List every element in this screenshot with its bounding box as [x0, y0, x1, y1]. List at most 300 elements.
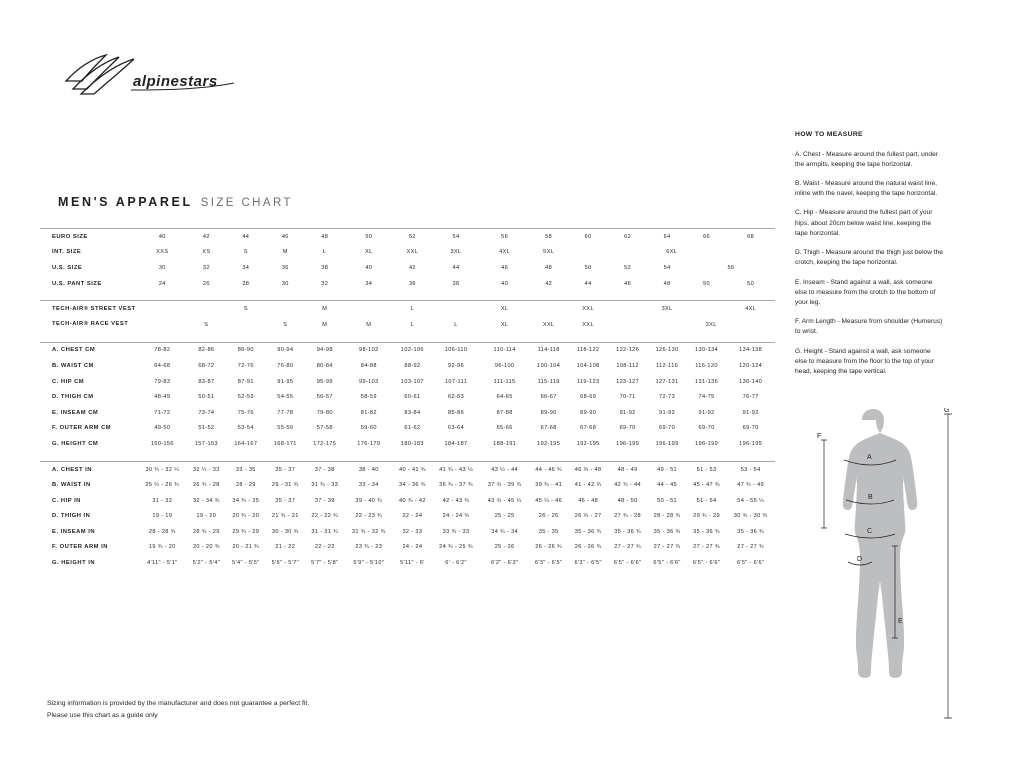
table-cell: XXL — [542, 321, 555, 328]
table-cell: 4XL — [499, 249, 511, 256]
table-cell: 31 - 31 ¾ — [311, 528, 339, 535]
table-cell: 31 ¾ - 33 — [311, 482, 339, 489]
table-cell: 72-73 — [659, 394, 676, 401]
table-cell: 157-163 — [194, 440, 218, 447]
table-cell: 52-53 — [237, 394, 254, 401]
how-to-measure-list — [795, 150, 943, 378]
table-cell: 32 ¼ - 33 — [187, 461, 226, 477]
table-cell: 22 - 22 ¾ — [311, 513, 339, 520]
table-cell: 28 - 29 — [235, 482, 256, 489]
row-label: E. INSEAM IN — [52, 528, 96, 535]
table-cell: 91-95 — [277, 378, 294, 385]
table-cell: 115-119 — [537, 378, 560, 385]
table-cell: 32 — [321, 280, 329, 287]
table-cell: XL — [480, 301, 529, 317]
table-cell: 35 - 37 — [275, 497, 296, 504]
figure-label-c: C — [867, 528, 873, 535]
how-to-measure-item: A. Chest - Measure around the fullest part, under the armpits, keeping the tape horizontal. — [795, 150, 938, 168]
svg-text:alpinestars: alpinestars — [133, 73, 218, 90]
table-cell: 48 — [545, 264, 553, 271]
table-cell: XXL — [568, 301, 607, 317]
table-cell: 47 ¾ - 49 — [737, 482, 765, 489]
table-cell: 6'3" - 6'5" — [574, 560, 602, 567]
table-cell: 85-86 — [447, 409, 465, 416]
table-cell: 40 - 41 ¾ — [393, 461, 432, 477]
table-cell: 54-55 — [277, 394, 294, 401]
table-cell: 44 - 46 ¾ — [529, 461, 568, 477]
table-cell: 27 - 27 ¾ — [693, 544, 720, 551]
table-cell: L — [454, 321, 458, 328]
table-cell: 196-199 — [739, 440, 763, 447]
how-to-measure-item: G. Height - Stand against a wall, ask someone else to measure from the floor to the top of your head, keeping the tape vertical. — [795, 347, 934, 376]
table-row — [40, 229, 775, 245]
table-cell: 69-70 — [659, 425, 676, 432]
table-cell: 127-131 — [655, 378, 679, 385]
figure-label-e: E — [898, 618, 903, 625]
table-cell: 120-124 — [739, 362, 763, 369]
table-cell — [138, 317, 187, 333]
table-cell: 41 ¾ - 43 ¼ — [432, 461, 481, 477]
table-row — [40, 317, 775, 333]
table-cell: 37 - 39 — [314, 497, 335, 504]
figure-label-f: F — [817, 433, 822, 440]
how-to-measure-item: B. Waist - Measure around the natural waist line, inline with the navel, keeping the tape horizontal. — [795, 179, 938, 198]
table-cell: 91-92 — [619, 409, 636, 416]
table-cell: 49 - 51 — [647, 461, 686, 477]
table-cell: 38 — [452, 280, 460, 287]
table-cell: XL — [500, 321, 509, 328]
table-cell: 19 - 19 — [152, 513, 173, 520]
table-cell: 25 - 26 — [494, 544, 515, 551]
table-cell — [687, 301, 726, 317]
table-cell: 67-68 — [580, 425, 597, 432]
table-cell: 114-118 — [529, 342, 568, 358]
table-cell: 64-65 — [496, 394, 513, 401]
table-cell: 44 — [452, 264, 460, 271]
table-cell: 180-183 — [400, 440, 424, 447]
table-cell: 72-76 — [237, 362, 254, 369]
how-to-measure-section — [795, 130, 943, 386]
measurement-figure — [800, 408, 960, 728]
table-cell: 23 ¾ - 23 — [355, 544, 383, 551]
table-cell: 48 - 49 — [608, 461, 647, 477]
table-cell: 91-92 — [659, 409, 676, 416]
table-cell: 50 — [703, 280, 711, 287]
table-cell — [608, 317, 647, 333]
table-row — [40, 245, 775, 261]
table-cell: 76-77 — [742, 394, 759, 401]
table-cell: 55-56 — [277, 425, 294, 432]
table-cell: 44 - 45 — [657, 482, 678, 489]
table-cell: XL — [365, 249, 373, 256]
table-cell: 6' - 6'2" — [445, 560, 467, 567]
row-label: B. WAIST IN — [52, 482, 91, 489]
table-cell: 42 — [545, 280, 553, 287]
table-cell: 30 — [281, 280, 289, 287]
table-cell: 70-71 — [619, 394, 636, 401]
table-cell: 21 ¾ - 21 — [271, 513, 299, 520]
table-cell: S — [243, 249, 248, 256]
table-cell: 122-126 — [608, 342, 647, 358]
table-cell: 68 — [726, 229, 775, 245]
row-label: U.S. SIZE — [52, 264, 83, 271]
table-cell: 4'11" - 5'1" — [147, 560, 178, 567]
table-cell: 64-68 — [154, 362, 171, 369]
table-cell — [529, 301, 568, 317]
table-cell: 29 ¾ - 29 — [232, 528, 260, 535]
table-cell: 94-98 — [305, 342, 344, 358]
table-cell: 30 — [158, 264, 166, 271]
row-label: C. HIP IN — [52, 497, 81, 504]
table-cell: 4XL — [726, 301, 775, 317]
table-cell: M — [366, 321, 372, 328]
table-row — [40, 436, 775, 452]
table-cell: 69-70 — [742, 425, 759, 432]
table-cell: 60 — [568, 229, 607, 245]
table-cell: 29 ¾ - 29 — [693, 513, 720, 520]
table-cell: 60-61 — [404, 394, 421, 401]
table-cell: 28 — [242, 280, 250, 287]
table-cell: 21 - 22 — [275, 544, 296, 551]
table-cell: 40 — [365, 264, 373, 271]
table-cell: 108-112 — [616, 362, 639, 369]
table-cell: 35 - 36 ¾ — [693, 528, 720, 535]
table-cell: 58 — [529, 229, 568, 245]
table-cell: 5'6" - 5'7" — [271, 560, 299, 567]
table-cell: 33 ¾ - 33 — [442, 528, 470, 535]
table-cell: 53 - 54 — [726, 461, 775, 477]
table-cell: 168-171 — [273, 440, 297, 447]
table-cell: 56-57 — [316, 394, 333, 401]
how-to-measure-item: D. Thigh - Measure around the thigh just below the crotch, keeping the tape horizontal. — [795, 249, 943, 267]
table-cell: 88-92 — [404, 362, 421, 369]
table-cell: 172-175 — [313, 440, 337, 447]
table-cell: 36 — [408, 280, 416, 287]
table-cell: 78-82 — [138, 342, 187, 358]
table-cell: 3XL — [450, 249, 462, 256]
table-cell: 32 - 33 — [402, 528, 423, 535]
row-label: C. HIP CM — [52, 378, 85, 385]
table-cell: 112-116 — [656, 362, 679, 369]
table-cell: 48-49 — [154, 394, 171, 401]
table-cell: 34 - 36 ¾ — [399, 482, 426, 489]
table-cell: XXS — [156, 249, 169, 256]
row-label: F. OUTER ARM IN — [52, 544, 108, 551]
table-cell: 57-58 — [316, 425, 333, 432]
table-cell: 71-72 — [154, 409, 171, 416]
table-cell: 29 - 31 ¾ — [271, 482, 299, 489]
table-cell: 36 — [281, 264, 289, 271]
table-cell: 22 - 22 — [314, 544, 335, 551]
table-cell: 75-76 — [237, 409, 254, 416]
row-label: U.S. PANT SIZE — [52, 280, 102, 287]
table-cell: 40 — [138, 229, 187, 245]
table-cell — [226, 317, 265, 333]
table-row — [40, 524, 775, 540]
row-label: D. THIGH CM — [52, 394, 94, 401]
table-cell: 66-67 — [540, 394, 557, 401]
how-to-measure-item: F. Arm Length - Measure from shoulder (Humerus) to wrist. — [795, 318, 943, 336]
table-cell: 89-90 — [580, 409, 597, 416]
table-cell — [266, 301, 305, 317]
table-cell: L — [393, 301, 432, 317]
row-label: EURO SIZE — [40, 229, 138, 245]
table-cell: S — [204, 321, 209, 328]
table-cell: 42 - 43 ¾ — [442, 497, 470, 504]
table-cell: 69-70 — [698, 425, 715, 432]
table-cell: 39 ¾ - 41 — [535, 482, 563, 489]
table-cell: 38 — [321, 264, 329, 271]
table-cell: 61-62 — [404, 425, 421, 432]
table-cell: 50-51 — [198, 394, 215, 401]
table-cell: 65-66 — [496, 425, 513, 432]
table-cell: 130-134 — [687, 342, 726, 358]
row-label: B. WAIST CM — [52, 362, 94, 369]
table-cell: 33 - 34 — [358, 482, 379, 489]
table-cell: 5'2" - 5'4" — [192, 560, 221, 567]
table-cell: S — [226, 301, 265, 317]
table-cell: 89-90 — [540, 409, 557, 416]
footer-line-2: Please use this chart as a guide only — [47, 711, 158, 719]
table-cell: 5'11" - 6' — [400, 560, 425, 567]
table-cell: 69-70 — [619, 425, 636, 432]
table-cell: 73-74 — [198, 409, 215, 416]
table-cell: 98-102 — [344, 342, 393, 358]
table-cell: 25 ¼ - 26 ¾ — [145, 482, 180, 489]
table-cell: 27 - 27 ¾ — [653, 544, 681, 551]
table-cell: 32 - 34 ¾ — [192, 497, 220, 504]
row-label: E. INSEAM CM — [52, 409, 99, 416]
table-cell: 150-156 — [150, 440, 174, 447]
table-cell: 36 ¾ - 37 ¾ — [439, 482, 473, 489]
table-spacer-row — [40, 452, 775, 462]
row-label: TECH-AIR® RACE VEST — [52, 321, 129, 328]
table-cell: 20 ¾ - 20 — [232, 513, 260, 520]
table-cell: 83-84 — [404, 409, 421, 416]
table-cell: 33 - 35 — [226, 461, 265, 477]
table-cell: 35 - 36 ¾ — [653, 528, 681, 535]
table-cell: 123-127 — [616, 378, 640, 385]
table-cell: 126-130 — [647, 342, 686, 358]
table-cell: 106-110 — [432, 342, 481, 358]
table-cell: M — [322, 321, 328, 328]
table-cell: 91-92 — [742, 409, 759, 416]
row-label: TECH-AIR® STREET VEST — [40, 301, 138, 317]
table-cell: 42 ¾ - 44 — [614, 482, 641, 489]
figure-label-a: A — [867, 454, 872, 461]
table-cell: 45 - 47 ¾ — [693, 482, 720, 489]
table-cell: XS — [202, 249, 211, 256]
table-row — [40, 301, 775, 317]
table-row — [40, 421, 775, 437]
table-cell: 59-60 — [360, 425, 377, 432]
figure-label-b: B — [868, 494, 873, 501]
footer-line-1: Sizing information is provided by the manufacturer and does not guarantee a perfect fit. — [47, 700, 310, 707]
table-cell: 54 - 55 ¼ — [737, 497, 765, 504]
table-cell: 76-80 — [277, 362, 294, 369]
table-cell: 27 - 27 ¾ — [614, 544, 641, 551]
table-cell: 6'5" - 6'6" — [736, 560, 765, 567]
table-cell: 118-122 — [568, 342, 607, 358]
table-cell: 34 ¾ - 35 — [232, 497, 260, 504]
table-cell: 84-88 — [360, 362, 377, 369]
table-cell: 192-195 — [576, 440, 600, 447]
table-cell — [344, 301, 393, 317]
spacer-cell — [40, 291, 775, 301]
table-cell: 54 — [663, 264, 671, 271]
table-cell: 134-138 — [726, 342, 775, 358]
row-label: D. THIGH IN — [52, 513, 91, 520]
table-cell: 27 - 27 ¾ — [737, 544, 765, 551]
table-cell: 24 - 24 — [402, 544, 423, 551]
table-row — [40, 260, 775, 276]
how-to-measure-item: E. Inseam - Stand against a wall, ask someone else to measure from the crotch to the bottom of your leg. — [795, 278, 936, 306]
table-row — [40, 461, 775, 477]
table-cell: 42 — [187, 229, 226, 245]
table-cell: 5'4" - 5'5" — [232, 560, 260, 567]
table-cell: 35 - 36 ¾ — [614, 528, 641, 535]
table-cell: 77-78 — [277, 409, 294, 416]
table-cell: 30 - 30 ¾ — [271, 528, 299, 535]
figure-label-g: G — [944, 408, 950, 414]
row-label: F. OUTER ARM CM — [52, 425, 112, 432]
table-cell: 51-52 — [198, 425, 215, 432]
table-cell: 52 — [393, 229, 432, 245]
table-cell: 86-90 — [226, 342, 265, 358]
table-cell: 82-86 — [187, 342, 226, 358]
table-cell: 6'5" - 6'6" — [613, 560, 642, 567]
table-cell: 43 ¼ - 44 — [480, 461, 529, 477]
table-cell: 19 - 20 — [196, 513, 217, 520]
table-cell: S — [283, 321, 288, 328]
table-cell: 184-187 — [444, 440, 468, 447]
table-cell: 26 — [202, 280, 210, 287]
table-cell: 91-92 — [698, 409, 715, 416]
figure-body-silhouette — [843, 409, 918, 678]
table-cell: 3XL — [647, 301, 686, 317]
table-cell: 6XL — [666, 249, 678, 256]
table-cell: 62 — [608, 229, 647, 245]
table-cell: 50 - 51 — [657, 497, 678, 504]
table-row — [40, 540, 775, 556]
table-cell: 53-54 — [237, 425, 254, 432]
footer-disclaimer — [47, 698, 309, 721]
table-cell: 188-191 — [493, 440, 517, 447]
table-cell: 131-136 — [695, 378, 719, 385]
table-row — [40, 374, 775, 390]
table-cell: 46 — [266, 229, 305, 245]
table-cell: 116-120 — [695, 362, 718, 369]
table-cell: 42 — [408, 264, 416, 271]
table-cell: 66 — [687, 229, 726, 245]
table-cell: 111-115 — [493, 378, 516, 385]
table-cell: 41 - 42 ¾ — [574, 482, 602, 489]
table-cell: 30 ¾ - 30 ¾ — [733, 513, 768, 520]
table-row — [40, 477, 775, 493]
table-cell: 119-123 — [576, 378, 600, 385]
table-cell: 38 - 40 — [344, 461, 393, 477]
table-cell: 196-199 — [695, 440, 719, 447]
table-cell: 50 — [747, 280, 755, 287]
table-cell: 56 — [727, 264, 735, 271]
table-cell: 22 - 24 — [402, 513, 423, 520]
table-cell — [187, 301, 226, 317]
table-cell: 20 - 21 ¾ — [232, 544, 260, 551]
table-cell: 46 ¾ - 48 — [568, 461, 607, 477]
table-cell: 196-199 — [616, 440, 640, 447]
figure-label-d: D — [857, 556, 863, 563]
row-label: A. CHEST IN — [40, 461, 138, 477]
table-cell: 31 ¾ - 32 ¾ — [351, 528, 386, 535]
table-cell: 50 — [584, 264, 592, 271]
table-cell: 26 ¾ - 28 — [192, 482, 220, 489]
table-row — [40, 358, 775, 374]
table-cell: M — [282, 249, 288, 256]
table-cell: 110-114 — [480, 342, 529, 358]
table-cell: 28 - 28 ¾ — [148, 528, 176, 535]
row-label: A. CHEST CM — [40, 342, 138, 358]
table-cell: 48 — [663, 280, 671, 287]
table-cell: 87-91 — [237, 378, 254, 385]
table-cell: 104-108 — [576, 362, 600, 369]
title-main: MEN'S APPAREL — [58, 195, 193, 209]
table-cell: 79-83 — [154, 378, 171, 385]
how-to-measure-heading: HOW TO MEASURE — [795, 131, 863, 138]
table-cell: 45 ¼ - 46 — [535, 497, 563, 504]
table-spacer-row — [40, 333, 775, 343]
table-cell: 107-111 — [444, 378, 468, 385]
table-cell: 40 ¾ - 42 — [399, 497, 426, 504]
table-cell: 37 - 38 — [305, 461, 344, 477]
table-cell: 6'5" - 6'6" — [653, 560, 681, 567]
table-cell: 62-63 — [447, 394, 465, 401]
table-cell: 28 ¾ - 29 — [192, 528, 220, 535]
table-cell: 22 - 23 ¾ — [355, 513, 383, 520]
table-cell: 46 - 48 — [578, 497, 599, 504]
table-cell: 95-99 — [316, 378, 333, 385]
table-row — [40, 389, 775, 405]
table-cell — [432, 301, 481, 317]
table-row — [40, 342, 775, 358]
size-chart-table — [40, 228, 775, 571]
title-sub: SIZE CHART — [200, 197, 293, 209]
table-cell: 25 - 25 — [494, 513, 515, 520]
table-cell: 26 - 26 ¾ — [535, 544, 563, 551]
alpinestars-logo — [58, 50, 243, 98]
table-cell: 35 - 35 — [538, 528, 559, 535]
table-cell: 34 — [242, 264, 250, 271]
table-cell: 103-107 — [400, 378, 424, 385]
table-cell: 24 ¾ - 25 ¾ — [439, 544, 473, 551]
row-label: INT. SIZE — [52, 249, 82, 256]
table-cell: 32 — [202, 264, 210, 271]
row-label: G. HEIGHT IN — [52, 560, 96, 567]
table-cell — [138, 301, 187, 317]
table-row — [40, 509, 775, 525]
table-cell: 40 — [501, 280, 509, 287]
table-cell: 74-75 — [698, 394, 715, 401]
spacer-cell — [40, 333, 775, 343]
table-cell: 30 ¾ - 32 ¼ — [138, 461, 187, 477]
table-cell: 68-72 — [198, 362, 215, 369]
table-cell: 26 - 26 — [538, 513, 559, 520]
table-cell: 48 - 50 — [617, 497, 638, 504]
table-cell: 52 — [624, 264, 632, 271]
size-chart-table-body — [40, 229, 775, 571]
table-cell: 90-94 — [266, 342, 305, 358]
table-cell: 80-84 — [316, 362, 333, 369]
table-cell: 34 ¾ - 34 — [491, 528, 519, 535]
